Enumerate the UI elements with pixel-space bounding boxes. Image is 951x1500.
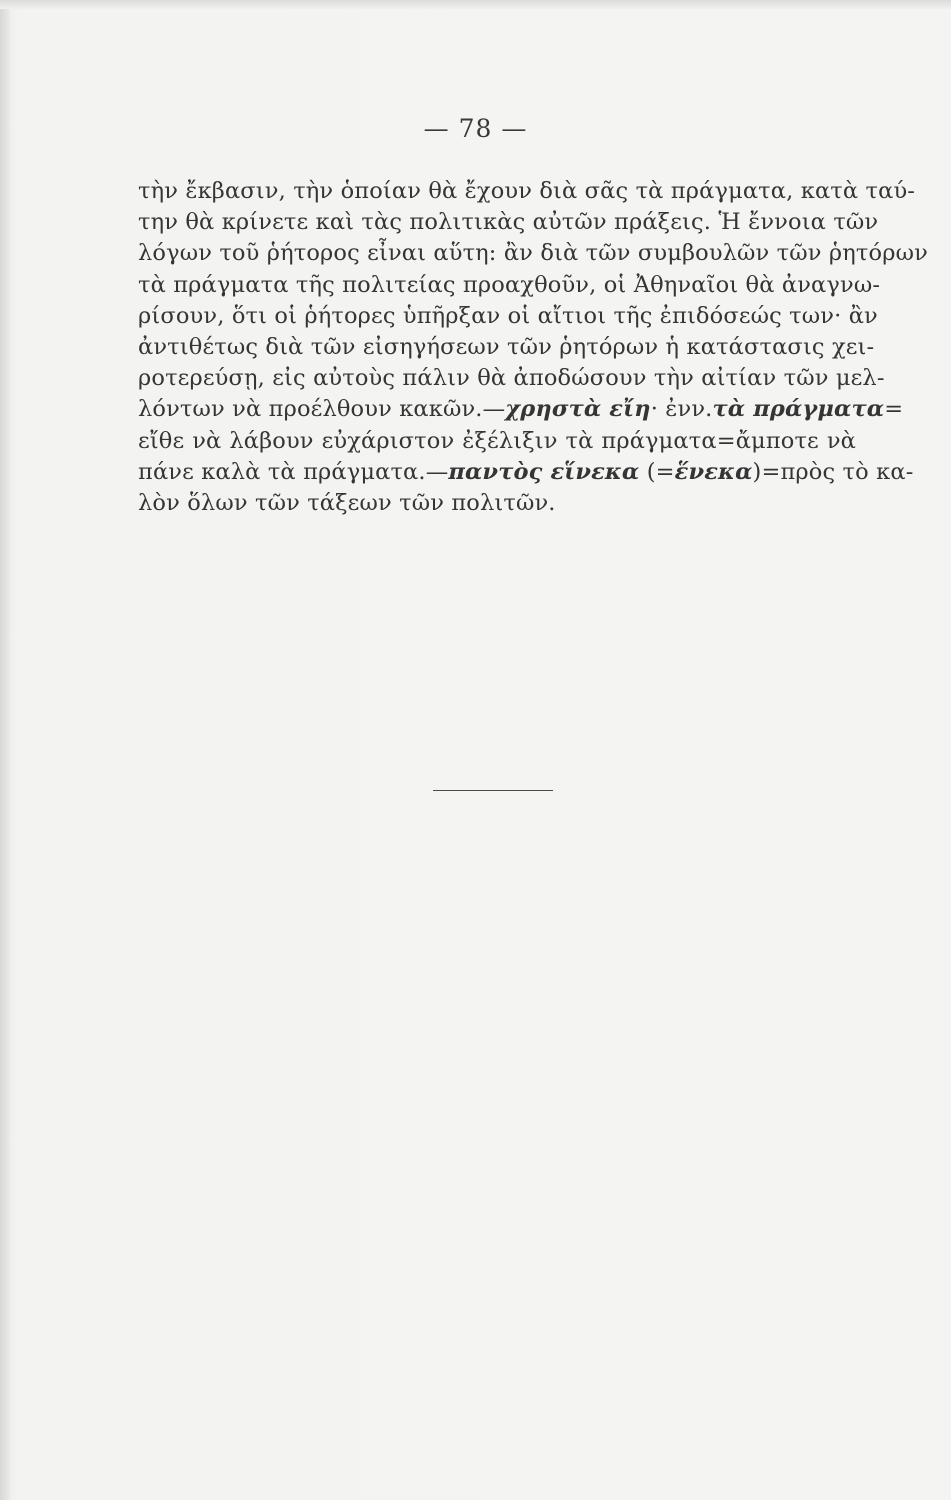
text-run: λὸν ὅλων τῶν τάξεων τῶν πολιτῶν. [138,489,556,516]
end-rule [433,790,553,791]
text-line [138,488,856,519]
page-top-edge [0,0,951,9]
text-line [138,238,928,269]
text-run: · ἐνν. [650,396,713,423]
body-text [138,176,928,519]
text-line [138,270,881,301]
italic-phrase: παντὸς εἵνεκα [448,458,640,485]
text-run: τὰ πράγματα τῆς πολιτείας προαχθοῦν, οἱ Ἀθηναῖοι θὰ ἀναγνω- [138,271,881,298]
italic-phrase: τὰ πράγματα [712,396,885,423]
text-run: = [884,396,904,423]
text-line [138,301,878,332]
text-run: λόγων τοῦ ῥήτορος εἶναι αὕτη: ἂν διὰ τῶν συμβουλῶν τῶν ῥητόρων [138,240,928,267]
page-number: — 78 — [423,114,528,143]
text-run: ροτερεύσῃ, εἰς αὐτοὺς πάλιν θὰ ἀποδώσουν τὴν αἰτίαν τῶν μελ- [138,365,885,392]
text-line [138,207,879,238]
text-line [138,394,904,425]
text-run: πάνε καλὰ τὰ πράγματα.— [138,458,449,485]
text-line [138,363,885,394]
text-run: λόντων νὰ προέλθουν κακῶν.— [138,396,506,423]
text-line [138,426,856,457]
page-left-edge [0,0,10,1500]
text-run: εἴθε νὰ λάβουν εὐχάριστον ἐξέλιξιν τὰ πράγματα=ἄμποτε νὰ [138,427,856,454]
text-line [138,332,875,363]
text-run: )=πρὸς τὸ κα- [752,458,914,485]
text-run: την θὰ κρίνετε καὶ τὰς πολιτικὰς αὐτῶν πράξεις. Ἡ ἔννοια τῶν [138,209,879,236]
text-run: ἀντιθέτως διὰ τῶν εἰσηγήσεων τῶν ῥητόρων ἡ κατάστασις χει- [138,333,875,360]
italic-phrase: ἕνεκα [674,458,753,485]
text-run: ρίσουν, ὅτι οἱ ῥήτορες ὑπῆρξαν οἱ αἴτιοι τῆς ἐπιδόσεώς των· ἂν [138,302,878,329]
text-line [138,176,916,207]
text-run: τὴν ἔκβασιν, τὴν ὁποίαν θὰ ἔχουν διὰ σᾶς τὰ πράγματα, κατὰ ταύ- [138,178,916,204]
text-line [138,457,914,488]
text-run: (= [639,458,675,485]
italic-phrase: χρηστὰ εἴη [505,396,651,423]
